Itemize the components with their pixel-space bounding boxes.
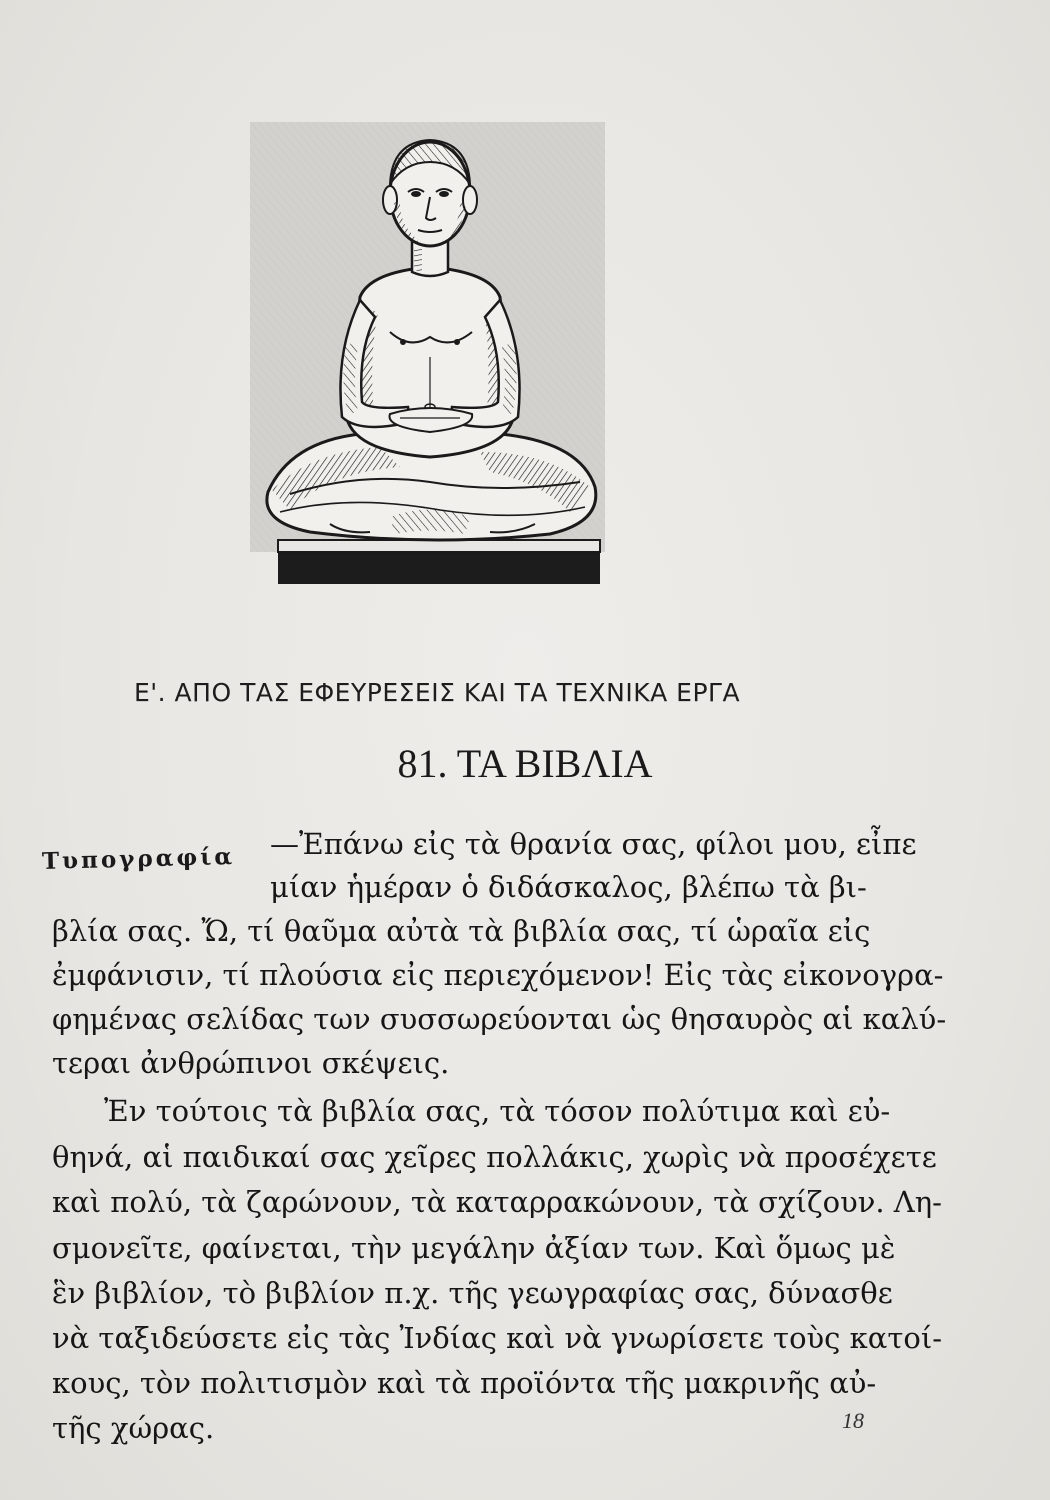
- text-line: σμονεῖτε, φαίνεται, τὴν μεγάλην ἀξίαν των. Καὶ ὅμως μὲ: [52, 1231, 896, 1265]
- text-line: κους, τὸν πολιτισμὸν καὶ τὰ προϊόντα τῆς μακρινῆς αὐ-: [52, 1366, 877, 1400]
- text-line: τεραι ἀνθρώπινοι σκέψεις.: [52, 1046, 450, 1080]
- text-line: Ἐν τούτοις τὰ βιβλία σας, τὰ τόσον πολύτιμα καὶ εὐ-: [104, 1094, 891, 1128]
- page-number: 18: [842, 1408, 864, 1433]
- text-line: μίαν ἡμέραν ὁ διδάσκαλος, βλέπω τὰ βι-: [270, 870, 867, 904]
- text-line: ἐμφάνισιν, τί πλούσια εἰς περιεχόμενον! Εἰς τὰς εἰκονογρα-: [52, 958, 944, 992]
- margin-label: Τυπογραφία: [41, 842, 236, 875]
- text-line: καὶ πολύ, τὰ ζαρώνουν, τὰ καταρρακώνουν, τὰ σχίζουν. Λη-: [52, 1185, 942, 1219]
- section-heading: Ε'. ΑΠΟ ΤΑΣ ΕΦΕΥΡΕΣΕΙΣ ΚΑΙ ΤΑ ΤΕΧΝΙΚΑ ΕΡΓΑ: [134, 678, 741, 707]
- text-line: φημένας σελίδας των συσσωρεύονται ὡς θησαυρὸς αἱ καλύ-: [52, 1002, 947, 1036]
- text-line: βλία σας. Ὤ, τί θαῦμα αὐτὰ τὰ βιβλία σας, τί ὡραῖα εἰς: [52, 914, 871, 948]
- chapter-title: 81. ΤΑ ΒΙΒΛΙΑ: [397, 741, 653, 786]
- text-line: —Ἐπάνω εἰς τὰ θρανία σας, φίλοι μου, εἶπε: [270, 827, 917, 861]
- seated-scribe-engraving-icon: [250, 122, 610, 592]
- text-line: θηνά, αἱ παιδικαί σας χεῖρες πολλάκις, χωρὶς νὰ προσέχετε: [52, 1140, 937, 1174]
- text-line: νὰ ταξιδεύσετε εἰς τὰς Ἰνδίας καὶ νὰ γνωρίσετε τοὺς κατοί-: [52, 1321, 943, 1355]
- text-line: ἓν βιβλίον, τὸ βιβλίον π.χ. τῆς γεωγραφίας σας, δύνασθε: [52, 1276, 893, 1310]
- text-line: τῆς χώρας.: [52, 1411, 215, 1445]
